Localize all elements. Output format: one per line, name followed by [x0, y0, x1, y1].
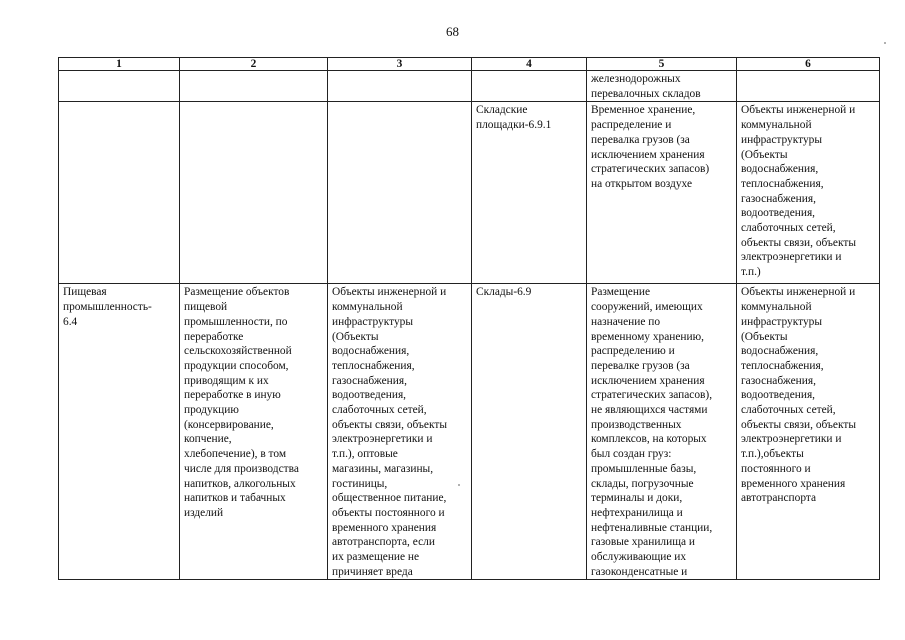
table-cell: Временное хранение, распределение и перевалка грузов (за исключением хранения стратегических запасов) на открытом воздухе [587, 102, 737, 284]
table-cell: Размещение сооружений, имеющих назначение по временному хранению, распределению и перевалке грузов (за исключением хранения стратегических запасов), не являющихся частями производственных комплексов, на которых был создан груз: промышленные базы, склады, погрузочные терминалы и доки, нефтехранилища и нефтеналивные станции, газовые хранилища и обслуживающие их газоконденсатные и [587, 284, 737, 580]
table-cell [59, 102, 180, 284]
table-cell [737, 71, 880, 102]
table-cell [180, 102, 328, 284]
table-cell [472, 71, 587, 102]
table-cell: Объекты инженерной и коммунальной инфраструктуры (Объекты водоснабжения, теплоснабжения, газоснабжения, водоотведения, слаботочных сетей, объекты связи, объекты электроэнергетики и т.п.),объекты постоянного и временного хранения автотранспорта [737, 284, 880, 580]
table-cell: Объекты инженерной и коммунальной инфраструктуры (Объекты водоснабжения, теплоснабжения, газоснабжения, водоотведения, слаботочных сетей, объекты связи, объекты электроэнергетики и т.п.) [737, 102, 880, 284]
table-cell: Пищевая промышленность- 6.4 [59, 284, 180, 580]
table-row [59, 102, 880, 284]
page-number: 68 [446, 24, 459, 39]
table-row [59, 71, 880, 102]
table-cell: железнодорожных перевалочных складов [587, 71, 737, 102]
column-header-4: 4 [472, 58, 587, 71]
table-cell [59, 71, 180, 102]
column-header-5: 5 [587, 58, 737, 71]
table-cell [328, 71, 472, 102]
table-cell: Склады-6.9 [472, 284, 587, 580]
table-cell: Объекты инженерной и коммунальной инфраструктуры (Объекты водоснабжения, теплоснабжения, газоснабжения, водоотведения, слаботочных сетей, объекты связи, объекты электроэнергетики и т.п.), оптовые магазины, магазины, гостиницы, общественное питание, объекты постоянного и временного хранения автотранспорта, если их размещение не причиняет вреда [328, 284, 472, 580]
column-header-6: 6 [737, 58, 880, 71]
table-cell [180, 71, 328, 102]
table-row [59, 284, 880, 580]
table-cell: Складские площадки-6.9.1 [472, 102, 587, 284]
column-header-1: 1 [59, 58, 180, 71]
table-cell: Размещение объектов пищевой промышленности, по переработке сельскохозяйственной продукции способом, приводящим к их переработке в иную продукцию (консервирование, копчение, хлебопечение), в том числе для производства напитков, алкогольных напитков и табачных изделий [180, 284, 328, 580]
scan-speck [884, 42, 886, 44]
header-row [59, 58, 880, 71]
table-cell [328, 102, 472, 284]
column-header-3: 3 [328, 58, 472, 71]
scan-speck [458, 484, 460, 486]
regulation-table [58, 57, 880, 580]
column-header-2: 2 [180, 58, 328, 71]
